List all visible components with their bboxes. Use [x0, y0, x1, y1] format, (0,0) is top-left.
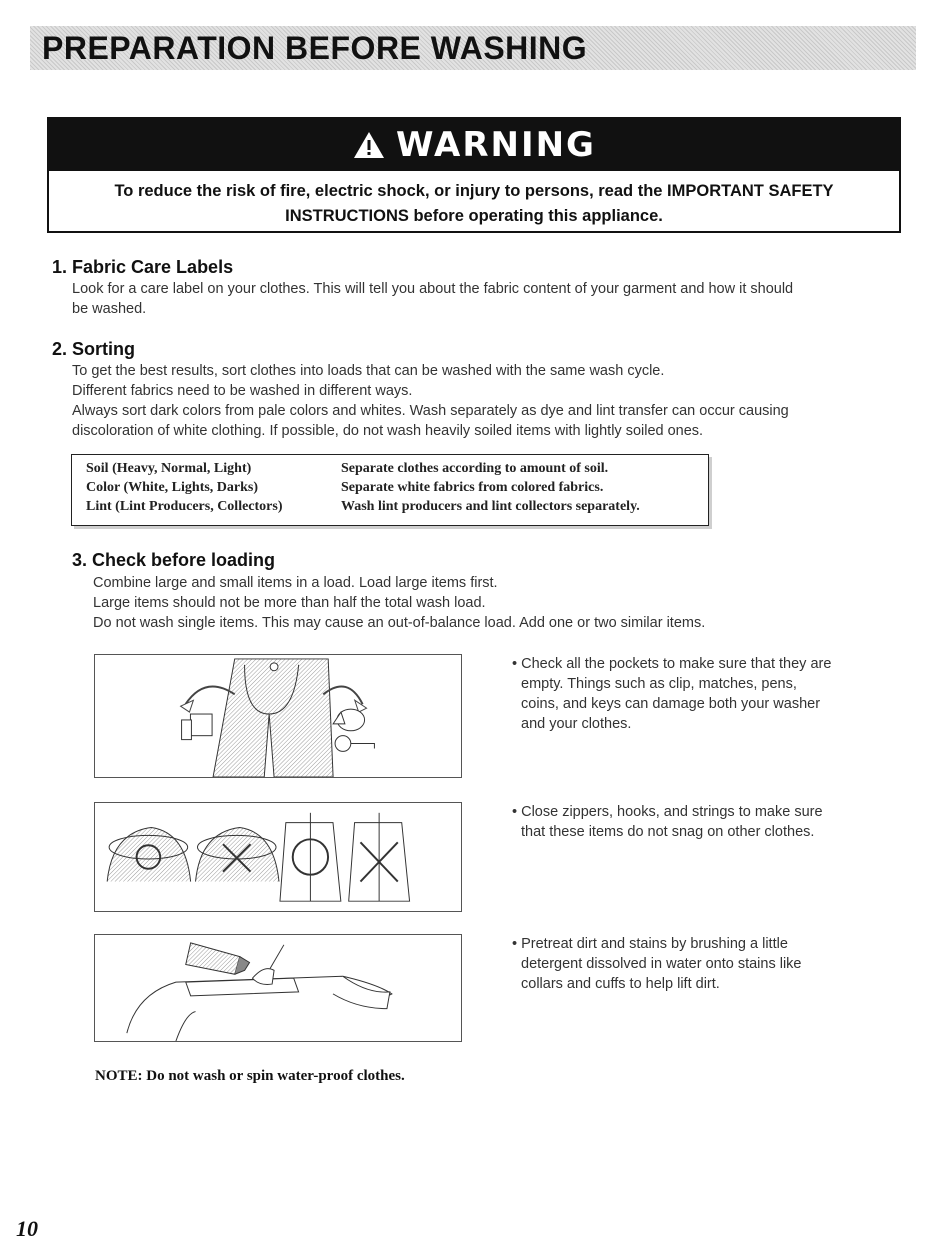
bullet-pockets — [512, 654, 831, 734]
section-body-fabric-care — [72, 279, 793, 319]
section-body-sorting — [72, 361, 789, 441]
bullet-line: collars and cuffs to help lift dirt. — [521, 976, 720, 992]
warning-text-line: To reduce the risk of fire, electric shock, or injury to persons, read the IMPORTANT SAFETY — [114, 182, 834, 200]
body-line: Always sort dark colors from pale colors and whites. Wash separately as dye and lint transfer can occur causing — [72, 403, 789, 419]
warning-label: WARNING — [396, 125, 596, 165]
body-line: Combine large and small items in a load. Load large items first. — [93, 575, 498, 591]
warning-text-line: INSTRUCTIONS before operating this appliance. — [285, 207, 663, 225]
body-line: Do not wash single items. This may cause an out-of-balance load. Add one or two similar items. — [93, 615, 706, 631]
bullet-line: and your clothes. — [521, 716, 632, 732]
pants-pockets-icon — [95, 655, 461, 777]
pretreat-illustration — [94, 934, 462, 1042]
bullet-line: • Check all the pockets to make sure that they are — [512, 656, 832, 672]
zipper-garments-icon — [95, 803, 461, 911]
bullet-line: detergent dissolved in water onto stains like — [521, 956, 802, 972]
bullet-pretreat — [512, 934, 802, 994]
bullet-line: that these items do not snag on other clothes. — [521, 824, 815, 840]
table-cell-category: Lint (Lint Producers, Collectors) — [86, 499, 283, 514]
table-row — [86, 461, 609, 477]
pretreat-stains-icon — [95, 935, 461, 1041]
bullet-line: coins, and keys can damage both your washer — [521, 696, 821, 712]
table-row — [86, 499, 640, 515]
section-title-fabric-care: 1. Fabric Care Labels — [52, 257, 234, 277]
waterproof-note: NOTE: Do not wash or spin water-proof clothes. — [95, 1068, 405, 1084]
page-number: 10 — [16, 1216, 38, 1241]
bullet-line: • Pretreat dirt and stains by brushing a little — [512, 936, 788, 952]
sorting-table — [71, 454, 709, 526]
warning-text — [49, 171, 899, 229]
body-line: Look for a care label on your clothes. This will tell you about the fabric content of your garment and how it should — [72, 281, 794, 297]
body-line: Different fabrics need to be washed in different ways. — [72, 383, 413, 399]
table-row — [86, 480, 604, 496]
bullet-line: • Close zippers, hooks, and strings to make sure — [512, 804, 823, 820]
body-line: discoloration of white clothing. If possible, do not wash heavily soiled items with lightly soiled ones. — [72, 423, 704, 439]
warning-triangle-icon — [352, 130, 386, 160]
pockets-illustration — [94, 654, 462, 778]
warning-header — [49, 119, 899, 171]
table-cell-instruction: Wash lint producers and lint collectors separately. — [341, 499, 640, 514]
section-title-check-loading: 3. Check before loading — [72, 550, 276, 570]
table-cell-instruction: Separate clothes according to amount of soil. — [341, 461, 609, 476]
zippers-illustration — [94, 802, 462, 912]
page-title: PREPARATION BEFORE WASHING — [42, 30, 588, 66]
section-body-check-loading — [93, 573, 705, 633]
bullet-line: empty. Things such as clip, matches, pens, — [521, 676, 797, 692]
table-cell-category: Soil (Heavy, Normal, Light) — [86, 461, 252, 476]
table-cell-category: Color (White, Lights, Darks) — [86, 480, 259, 495]
warning-box — [47, 117, 901, 233]
body-line: To get the best results, sort clothes into loads that can be washed with the same wash cycle. — [72, 363, 665, 379]
body-line: Large items should not be more than half the total wash load. — [93, 595, 486, 611]
header-bar — [30, 26, 916, 70]
bullet-zippers — [512, 802, 823, 842]
body-line: be washed. — [72, 301, 147, 317]
table-cell-instruction: Separate white fabrics from colored fabrics. — [341, 480, 604, 495]
section-title-sorting: 2. Sorting — [52, 339, 136, 359]
